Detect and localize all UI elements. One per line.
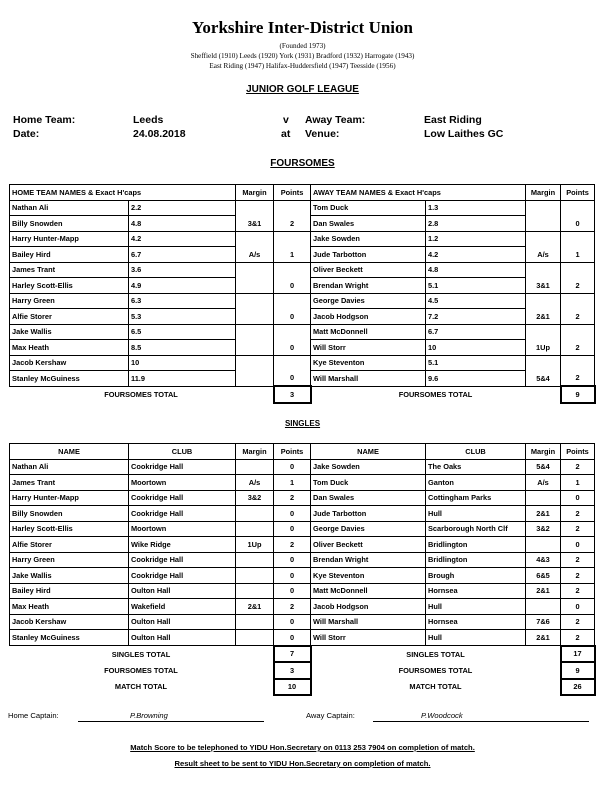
away-player-name: Brendan Wright [311, 278, 426, 294]
home-pair-margin: A/s [236, 247, 274, 263]
away-player-name: Kye Steventon [311, 355, 426, 371]
away-margin: 5&4 [526, 459, 561, 475]
home-margin [236, 583, 274, 599]
singles-title: SINGLES [284, 419, 321, 428]
away-player-name: George Davies [311, 293, 426, 309]
home-pair-margin [236, 278, 274, 294]
home-names-header: HOME TEAM NAMES & Exact H'caps [10, 185, 236, 201]
home-player-hcap: 4.2 [129, 231, 236, 247]
away-points: 2 [561, 521, 595, 537]
singles-row [10, 614, 595, 630]
away-points: 0 [561, 490, 595, 506]
away-captain-label: Away Captain: [306, 711, 355, 720]
home-total-value: 10 [274, 679, 311, 696]
foursomes-title: FOURSOMES [270, 158, 335, 169]
home-pair-margin [236, 340, 274, 356]
home-pair-margin [236, 309, 274, 325]
home-margin [236, 614, 274, 630]
home-player-name: Jake Wallis [10, 324, 129, 340]
home-player-club: Cookridge Hall [129, 506, 236, 522]
singles-row [10, 568, 595, 584]
home-player-hcap: 6.7 [129, 247, 236, 263]
home-captain-line [78, 721, 264, 722]
away-margin: A/s [526, 475, 561, 491]
home-pair-margin [236, 293, 274, 309]
away-total-label: SINGLES TOTAL [406, 649, 465, 659]
home-points: 0 [274, 552, 311, 568]
away-player-name: Jude Tarbotton [311, 247, 426, 263]
away-team-value: East Riding [424, 114, 482, 126]
away-player-hcap: 5.1 [426, 355, 526, 371]
home-pair-points: 0 [274, 278, 311, 294]
away-player-name: Tom Duck [311, 475, 426, 491]
totals-row [10, 662, 595, 679]
away-points: 0 [561, 537, 595, 553]
home-margin-header: Margin [236, 185, 274, 201]
away-player-name: Brendan Wright [311, 552, 426, 568]
home-margin [236, 568, 274, 584]
foursomes-row [10, 247, 595, 263]
union-title: Yorkshire Inter-District Union [192, 18, 413, 37]
home-captain-label: Home Captain: [8, 711, 59, 720]
away-margin: 4&3 [526, 552, 561, 568]
home-margin [236, 521, 274, 537]
home-player-club: Moortown [129, 521, 236, 537]
away-foursomes-total: 9 [561, 386, 595, 403]
away-player-hcap: 4.2 [426, 247, 526, 263]
away-player-club: Cottingham Parks [426, 490, 526, 506]
home-player-hcap: 5.3 [129, 309, 236, 325]
away-captain-line [373, 721, 589, 722]
away-pair-points: 1 [561, 247, 595, 263]
away-points: 2 [561, 506, 595, 522]
footer-line-2: Result sheet to be sent to YIDU Hon.Secretary on completion of match. [174, 759, 431, 768]
home-player-club: Wike Ridge [129, 537, 236, 553]
away-player-hcap: 1.2 [426, 231, 526, 247]
away-player-name: Jacob Hodgson [311, 309, 426, 325]
home-pair-points: 0 [274, 340, 311, 356]
away-total-label: MATCH TOTAL [409, 682, 462, 692]
away-pair-margin: 1Up [526, 340, 561, 356]
home-player-name: Stanley McGuiness [10, 371, 129, 387]
away-margin: 2&1 [526, 506, 561, 522]
home-player-name: Max Heath [10, 599, 129, 615]
away-club-header: CLUB [426, 444, 526, 460]
away-pair-points [561, 293, 595, 309]
away-foursomes-total-label: FOURSOMES TOTAL [398, 390, 473, 399]
foursomes-row [10, 200, 595, 216]
foursomes-row [10, 340, 595, 356]
away-pair-points [561, 200, 595, 216]
singles-row [10, 630, 595, 646]
away-points: 2 [561, 630, 595, 646]
home-player-hcap: 4.8 [129, 216, 236, 232]
away-player-name: Will Marshall [311, 614, 426, 630]
away-player-name: George Davies [311, 521, 426, 537]
foursomes-row [10, 371, 595, 387]
away-player-hcap: 7.2 [426, 309, 526, 325]
away-player-hcap: 9.6 [426, 371, 526, 387]
away-player-name: Will Storr [311, 340, 426, 356]
home-pair-margin [236, 371, 274, 387]
away-total-value: 9 [561, 662, 595, 679]
totals-row [10, 646, 595, 663]
away-pair-points: 2 [561, 309, 595, 325]
home-player-club: Oulton Hall [129, 614, 236, 630]
singles-row [10, 521, 595, 537]
home-player-hcap: 11.9 [129, 371, 236, 387]
away-total-value: 17 [561, 646, 595, 663]
home-player-club: Cookridge Hall [129, 552, 236, 568]
away-margin: 2&1 [526, 583, 561, 599]
away-pair-margin [526, 324, 561, 340]
home-points: 2 [274, 537, 311, 553]
singles-row [10, 552, 595, 568]
away-points: 2 [561, 459, 595, 475]
away-names-header: AWAY TEAM NAMES & Exact H'caps [311, 185, 526, 201]
away-pair-margin: A/s [526, 247, 561, 263]
away-player-name: Oliver Beckett [311, 262, 426, 278]
home-player-name: Harry Green [10, 293, 129, 309]
history-line-2: East Riding (1947) Halifax-Huddersfield (1947) Teesside (1956) [209, 62, 396, 70]
history-line-1: Sheffield (1910) Leeds (1920) York (1931) Bradford (1932) Harrogate (1943) [190, 52, 415, 60]
home-player-hcap: 3.6 [129, 262, 236, 278]
away-name-header: NAME [311, 444, 426, 460]
home-points-header: Points [274, 444, 311, 460]
away-pair-margin: 2&1 [526, 309, 561, 325]
away-player-name: Jacob Hodgson [311, 599, 426, 615]
home-player-club: Oulton Hall [129, 630, 236, 646]
home-total-label: MATCH TOTAL [114, 682, 168, 692]
home-pair-margin: 3&1 [236, 216, 274, 232]
home-captain-value: P.Browning [130, 711, 168, 720]
away-player-club: Bridlington [426, 552, 526, 568]
home-player-club: Cookridge Hall [129, 490, 236, 506]
away-pair-margin: 3&1 [526, 278, 561, 294]
away-player-club: Scarborough North Clf [426, 521, 526, 537]
away-player-name: Dan Swales [311, 490, 426, 506]
home-player-name: Harry Green [10, 552, 129, 568]
home-player-name: Bailey Hird [10, 247, 129, 263]
away-player-hcap: 4.8 [426, 262, 526, 278]
home-margin [236, 506, 274, 522]
home-player-club: Moortown [129, 475, 236, 491]
home-pair-margin [236, 324, 274, 340]
away-pair-margin [526, 293, 561, 309]
home-player-club: Wakefield [129, 599, 236, 615]
away-points: 1 [561, 475, 595, 491]
home-margin: 3&2 [236, 490, 274, 506]
away-player-club: Brough [426, 568, 526, 584]
home-margin: A/s [236, 475, 274, 491]
home-pair-margin [236, 231, 274, 247]
away-points: 2 [561, 614, 595, 630]
away-player-name: Jake Sowden [311, 459, 426, 475]
away-pair-margin [526, 262, 561, 278]
home-foursomes-total: 3 [274, 386, 311, 403]
away-pair-margin [526, 355, 561, 371]
totals-row [10, 679, 595, 696]
away-total-label: FOURSOMES TOTAL [398, 665, 473, 675]
away-player-name: Oliver Beckett [311, 537, 426, 553]
home-player-hcap: 4.9 [129, 278, 236, 294]
away-player-club: Hornsea [426, 614, 526, 630]
home-player-name: Bailey Hird [10, 583, 129, 599]
home-pair-points: 2 [274, 216, 311, 232]
home-player-name: Billy Snowden [10, 506, 129, 522]
away-player-club: The Oaks [426, 459, 526, 475]
home-player-name: Harry Hunter-Mapp [10, 490, 129, 506]
home-points: 0 [274, 459, 311, 475]
home-points: 0 [274, 568, 311, 584]
home-player-name: James Trant [10, 475, 129, 491]
away-player-name: Dan Swales [311, 216, 426, 232]
home-margin [236, 459, 274, 475]
away-total-value: 26 [561, 679, 595, 696]
away-player-name: Jake Sowden [311, 231, 426, 247]
captains-row [8, 711, 598, 731]
foursomes-row [10, 293, 595, 309]
home-margin [236, 552, 274, 568]
home-player-club: Cookridge Hall [129, 568, 236, 584]
away-player-name: Tom Duck [311, 200, 426, 216]
away-margin [526, 599, 561, 615]
foursomes-body [10, 200, 595, 386]
versus-label: v [283, 114, 289, 126]
away-points: 2 [561, 583, 595, 599]
foursomes-row [10, 216, 595, 232]
away-margin: 3&2 [526, 521, 561, 537]
venue-label: Venue: [305, 128, 340, 140]
foursomes-row [10, 355, 595, 371]
home-margin: 1Up [236, 537, 274, 553]
singles-row [10, 599, 595, 615]
away-margin-header: Margin [526, 444, 561, 460]
away-points: 2 [561, 568, 595, 584]
home-player-name: Harley Scott-Ellis [10, 278, 129, 294]
away-player-name: Matt McDonnell [311, 324, 426, 340]
away-pair-points: 0 [561, 216, 595, 232]
home-points: 1 [274, 475, 311, 491]
foursomes-row [10, 309, 595, 325]
away-pair-margin [526, 216, 561, 232]
away-points: 2 [561, 552, 595, 568]
away-player-hcap: 4.5 [426, 293, 526, 309]
away-player-club: Ganton [426, 475, 526, 491]
founded-line: (Founded 1973) [279, 42, 326, 50]
footer-line-1: Match Score to be telephoned to YIDU Hon.Secretary on 0113 253 7904 on completion of match. [130, 743, 475, 752]
away-points-header: Points [561, 444, 595, 460]
home-margin-header: Margin [236, 444, 274, 460]
away-pair-margin [526, 231, 561, 247]
away-team-label: Away Team: [305, 114, 366, 126]
away-player-name: Will Marshall [311, 371, 426, 387]
home-pair-points: 0 [274, 371, 311, 387]
away-player-hcap: 6.7 [426, 324, 526, 340]
home-points-header: Points [274, 185, 311, 201]
home-total-label: FOURSOMES TOTAL [104, 665, 178, 675]
date-label: Date: [13, 128, 40, 140]
away-player-name: Kye Steventon [311, 568, 426, 584]
home-player-club: Cookridge Hall [129, 459, 236, 475]
home-player-name: Alfie Storer [10, 537, 129, 553]
away-captain-value: P.Woodcock [421, 711, 463, 720]
home-pair-points: 0 [274, 309, 311, 325]
away-player-club: Hull [426, 506, 526, 522]
foursomes-table [9, 184, 596, 404]
away-margin [526, 537, 561, 553]
home-player-name: Nathan Ali [10, 459, 129, 475]
away-player-name: Jude Tarbotton [311, 506, 426, 522]
home-pair-points [274, 231, 311, 247]
home-player-name: Max Heath [10, 340, 129, 356]
foursomes-row [10, 262, 595, 278]
away-player-hcap: 1.3 [426, 200, 526, 216]
home-team-value: Leeds [133, 114, 164, 126]
home-margin: 2&1 [236, 599, 274, 615]
home-player-hcap: 8.5 [129, 340, 236, 356]
away-player-club: Hull [426, 630, 526, 646]
away-pair-points [561, 324, 595, 340]
singles-row [10, 506, 595, 522]
home-player-name: James Trant [10, 262, 129, 278]
home-total-label: SINGLES TOTAL [111, 649, 171, 659]
home-player-name: Alfie Storer [10, 309, 129, 325]
singles-table [9, 443, 596, 696]
home-player-hcap: 2.2 [129, 200, 236, 216]
foursomes-row [10, 324, 595, 340]
singles-body [10, 459, 595, 646]
singles-row [10, 583, 595, 599]
away-pair-points: 2 [561, 371, 595, 387]
away-player-club: Hull [426, 599, 526, 615]
singles-row [10, 537, 595, 553]
at-label: at [281, 128, 291, 140]
home-player-hcap: 10 [129, 355, 236, 371]
home-player-name: Jake Wallis [10, 568, 129, 584]
home-player-name: Stanley McGuiness [10, 630, 129, 646]
away-player-hcap: 2.8 [426, 216, 526, 232]
home-pair-points [274, 293, 311, 309]
home-player-name: Harley Scott-Ellis [10, 521, 129, 537]
home-pair-margin [236, 355, 274, 371]
home-pair-margin [236, 200, 274, 216]
away-player-name: Will Storr [311, 630, 426, 646]
away-points: 0 [561, 599, 595, 615]
home-pair-margin [236, 262, 274, 278]
home-points: 0 [274, 614, 311, 630]
home-player-hcap: 6.3 [129, 293, 236, 309]
away-margin: 2&1 [526, 630, 561, 646]
away-margin [526, 490, 561, 506]
away-margin-header: Margin [526, 185, 561, 201]
home-player-name: Jacob Kershaw [10, 614, 129, 630]
away-pair-points: 2 [561, 340, 595, 356]
away-margin: 6&5 [526, 568, 561, 584]
singles-row [10, 475, 595, 491]
away-pair-points [561, 262, 595, 278]
league-title: JUNIOR GOLF LEAGUE [246, 84, 359, 95]
home-foursomes-total-label: FOURSOMES TOTAL [104, 390, 178, 399]
away-player-club: Hornsea [426, 583, 526, 599]
home-pair-points [274, 355, 311, 371]
date-value: 24.08.2018 [133, 128, 186, 140]
home-pair-points [274, 200, 311, 216]
singles-row [10, 459, 595, 475]
home-name-header: NAME [10, 444, 129, 460]
singles-row [10, 490, 595, 506]
home-team-label: Home Team: [13, 114, 76, 126]
home-total-value: 3 [274, 662, 311, 679]
venue-value: Low Laithes GC [424, 128, 504, 140]
home-player-club: Oulton Hall [129, 583, 236, 599]
home-points: 0 [274, 583, 311, 599]
home-points: 0 [274, 506, 311, 522]
away-pair-points: 2 [561, 278, 595, 294]
home-player-name: Nathan Ali [10, 200, 129, 216]
away-player-hcap: 5.1 [426, 278, 526, 294]
home-points: 2 [274, 490, 311, 506]
home-club-header: CLUB [129, 444, 236, 460]
foursomes-row [10, 278, 595, 294]
away-player-hcap: 10 [426, 340, 526, 356]
foursomes-row [10, 231, 595, 247]
home-points: 0 [274, 521, 311, 537]
home-total-value: 7 [274, 646, 311, 663]
home-player-name: Billy Snowden [10, 216, 129, 232]
away-player-club: Bridlington [426, 537, 526, 553]
away-margin: 7&6 [526, 614, 561, 630]
home-player-hcap: 6.5 [129, 324, 236, 340]
home-player-name: Harry Hunter-Mapp [10, 231, 129, 247]
away-player-name: Matt McDonnell [311, 583, 426, 599]
away-pair-points [561, 231, 595, 247]
singles-totals [10, 646, 595, 696]
away-points-header: Points [561, 185, 595, 201]
home-pair-points [274, 262, 311, 278]
home-player-name: Jacob Kershaw [10, 355, 129, 371]
home-pair-points: 1 [274, 247, 311, 263]
away-pair-margin [526, 200, 561, 216]
away-pair-points [561, 355, 595, 371]
home-points: 0 [274, 630, 311, 646]
away-pair-margin: 5&4 [526, 371, 561, 387]
home-pair-points [274, 324, 311, 340]
home-points: 2 [274, 599, 311, 615]
home-margin [236, 630, 274, 646]
